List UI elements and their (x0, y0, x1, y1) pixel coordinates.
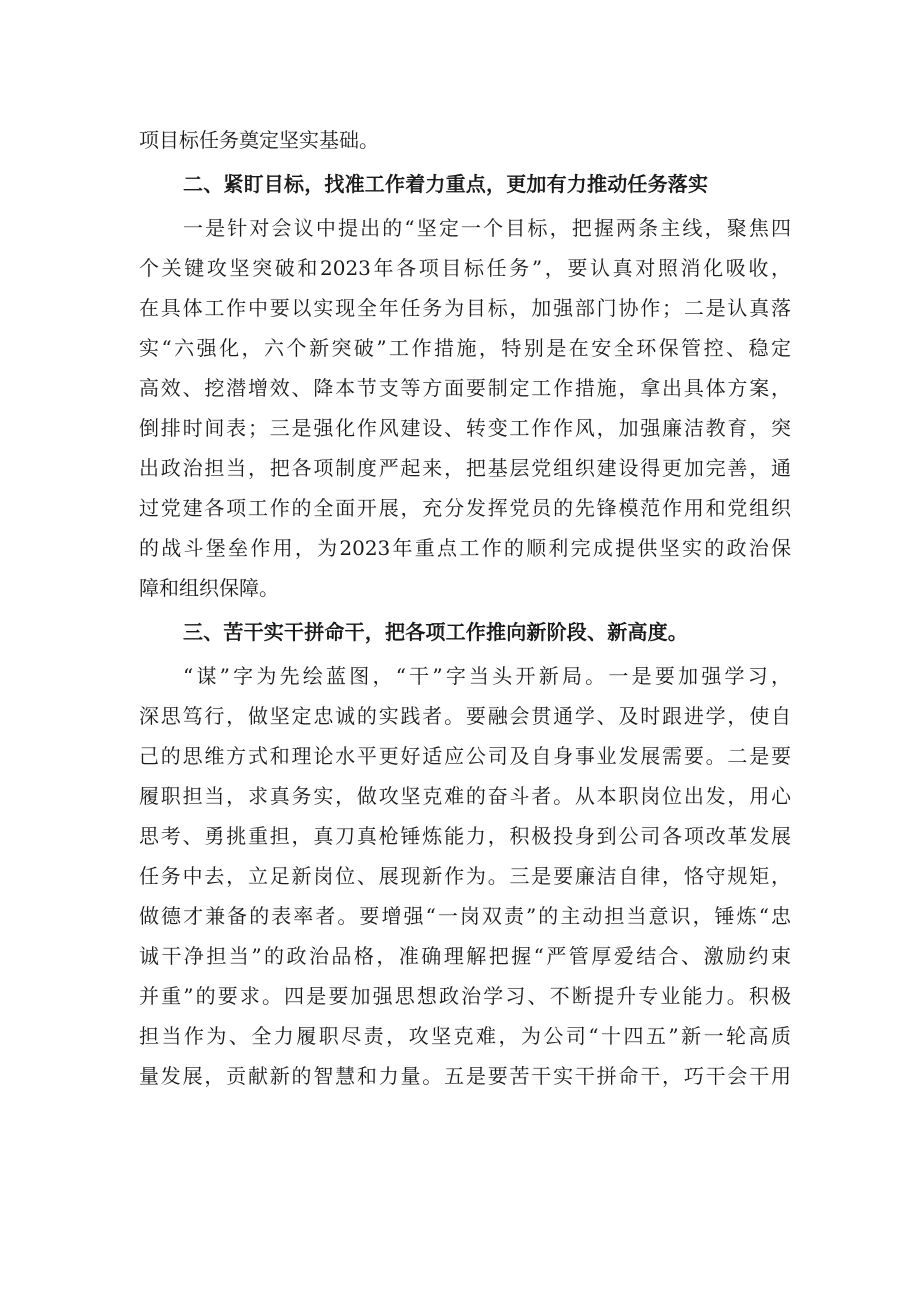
section-3-line: 并重”的要求。四是要加强思想政治学习、不断提升专业能力。积极 (139, 984, 791, 1008)
section-3-line: 诚干净担当”的政治品格，准确理解把握“严管厚爱结合、激励约束 (139, 944, 791, 968)
section-2-line: 高效、挖潜增效、降本节支等方面要制定工作措施，拿出具体方案， (139, 376, 791, 400)
section-3-line: “谋”字为先绘蓝图，“干”字当头开新局。一是要加强学习， (183, 664, 791, 688)
section-3-line: 量发展，贡献新的智慧和力量。五是要苦干实干拼命干，巧干会干用 (139, 1064, 791, 1088)
section-3-body (139, 656, 791, 1096)
lead-line: 项目标任务奠定坚实基础。 (139, 128, 379, 152)
section-3-line: 思考、勇挑重担，真刀真枪锤炼能力，积极投身到公司各项改革发展 (139, 824, 791, 848)
section-2-line: 一是针对会议中提出的“坚定一个目标，把握两条主线，聚焦四 (183, 216, 791, 240)
section-2-line: 出政治担当，把各项制度严起来，把基层党组织建设得更加完善，通 (139, 456, 791, 480)
section-2-line: 过党建各项工作的全面开展，充分发挥党员的先锋模范作用和党组织 (139, 496, 791, 520)
section-3-line: 担当作为、全力履职尽责，攻坚克难，为公司“十四五”新一轮高质 (139, 1024, 791, 1048)
section-3-heading: 三、苦干实干拼命干，把各项工作推向新阶段、新高度。 (183, 620, 688, 644)
section-2-line: 倒排时间表；三是强化作风建设、转变工作作风，加强廉洁教育，突 (139, 416, 791, 440)
section-3-line: 深思笃行，做坚定忠诚的实践者。要融会贯通学、及时跟进学，使自 (139, 704, 791, 728)
section-2-line: 个关键攻坚突破和2023年各项目标任务”，要认真对照消化吸收， (139, 256, 791, 280)
section-2-body (139, 208, 791, 608)
document-page (139, 120, 791, 1096)
section-2-line: 的战斗堡垒作用，为2023年重点工作的顺利完成提供坚实的政治保 (139, 536, 791, 560)
section-2-heading: 二、紧盯目标，找准工作着力重点，更加有力推动任务落实 (183, 172, 709, 196)
section-2-line: 障和组织保障。 (139, 576, 279, 600)
section-3-line: 做德才兼备的表率者。要增强“一岗双责”的主动担当意识，锤炼“忠 (139, 904, 791, 928)
section-3-line: 任务中去，立足新岗位、展现新作为。三是要廉洁自律，恪守规矩， (139, 864, 791, 888)
section-2-line: 在具体工作中要以实现全年任务为目标，加强部门协作；二是认真落 (139, 296, 791, 320)
section-2-line: 实“六强化，六个新突破”工作措施，特别是在安全环保管控、稳定 (139, 336, 791, 360)
section-3-line: 己的思维方式和理论水平更好适应公司及自身事业发展需要。二是要 (139, 744, 791, 768)
section-3-line: 履职担当，求真务实，做攻坚克难的奋斗者。从本职岗位出发，用心 (139, 784, 791, 808)
